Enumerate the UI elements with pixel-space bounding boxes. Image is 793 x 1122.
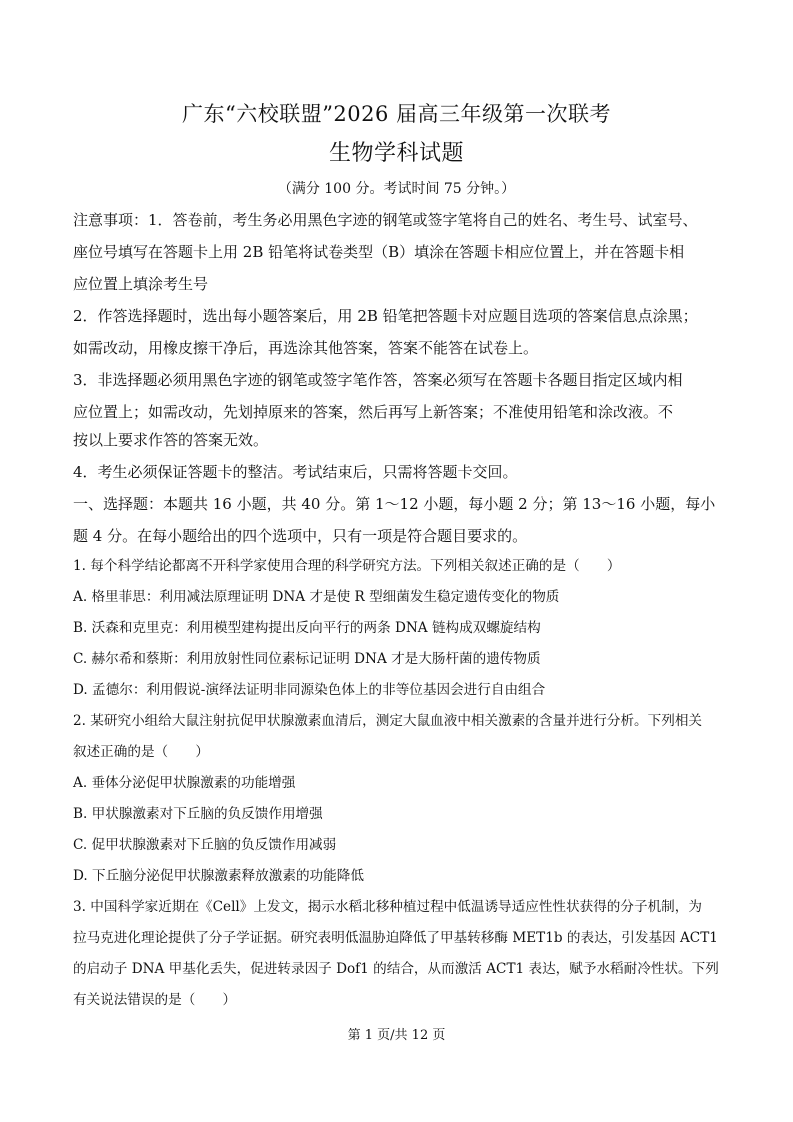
question-3-stem: 有关说法错误的是（ ） — [73, 992, 237, 1008]
question-1-option-b: B. 沃森和克里克：利用模型建构提出反向平行的两条 DNA 链构成双螺旋结构 — [73, 620, 541, 636]
note-line: 座位号填写在答题卡上用 2B 铅笔将试卷类型（B）填涂在答题卡相应位置上，并在答题卡相 — [73, 243, 685, 261]
note-line: 2．作答选择题时，选出每小题答案后，用 2B 铅笔把答题卡对应题目选项的答案信息点涂黑； — [73, 307, 698, 325]
question-1-option-d: D. 孟德尔：利用假说-演绎法证明非同源染色体上的非等位基因会进行自由组合 — [73, 682, 546, 698]
section-heading: 题 4 分。在每小题给出的四个选项中，只有一项是符合题目要求的。 — [73, 527, 528, 545]
exam-title: 广东“六校联盟”2026 届高三年级第一次联考 — [181, 102, 612, 126]
question-2-option-d: D. 下丘脑分泌促甲状腺激素释放激素的功能降低 — [73, 868, 364, 884]
question-3-stem: 3. 中国科学家近期在《Cell》上发文，揭示水稻北移种植过程中低温诱导适应性性状获得的分子机制，为 — [73, 899, 702, 915]
note-line: 3．非选择题必须用黑色字迹的钢笔或签字笔作答，答案必须写在答题卡各题目指定区域内相 — [73, 371, 683, 389]
note-line: 如需改动，用橡皮擦干净后，再选涂其他答案，答案不能答在试卷上。 — [73, 339, 539, 357]
question-2-option-b: B. 甲状腺激素对下丘脑的负反馈作用增强 — [73, 806, 323, 822]
question-3-stem: 的启动子 DNA 甲基化丢失，促进转录因子 Dof1 的结合，从而激活 ACT1 表达，赋予水稻耐冷性状。下列 — [73, 961, 719, 977]
question-2-option-c: C. 促甲状腺激素对下丘脑的负反馈作用减弱 — [73, 837, 337, 853]
question-1-stem: 1. 每个科学结论都离不开科学家使用合理的科学研究方法。下列相关叙述正确的是（ ） — [73, 558, 621, 574]
note-line: 4．考生必须保证答题卡的整洁。考试结束后，只需将答题卡交回。 — [73, 463, 518, 481]
question-2-option-a: A. 垂体分泌促甲状腺激素的功能增强 — [73, 775, 296, 791]
note-line: 注意事项：1．答卷前，考生务必用黑色字迹的钢笔或签字笔将自己的姓名、考生号、试室号、 — [73, 211, 698, 229]
page-number: 第 1 页/共 12 页 — [347, 1028, 446, 1043]
note-line: 应位置上填涂考生号 — [73, 275, 209, 293]
subject-title: 生物学科试题 — [328, 141, 464, 166]
question-1-option-a: A. 格里菲思：利用减法原理证明 DNA 才是使 R 型细菌发生稳定遗传变化的物质 — [73, 589, 560, 605]
note-line: 应位置上；如需改动，先划掉原来的答案，然后再写上新答案；不准使用铅笔和涂改液。不 — [73, 403, 674, 421]
question-1-option-c: C. 赫尔希和蔡斯：利用放射性同位素标记证明 DNA 才是大肠杆菌的遗传物质 — [73, 651, 541, 667]
question-3-stem: 拉马克进化理论提供了分子学证据。研究表明低温胁迫降低了甲基转移酶 MET1b 的表达，引发基因 ACT1 — [73, 930, 718, 946]
question-2-stem: 2. 某研究小组给大鼠注射抗促甲状腺激素血清后，测定大鼠血液中相关激素的含量并进行分析。下列相关 — [73, 713, 703, 729]
note-line: 按以上要求作答的答案无效。 — [73, 431, 269, 449]
question-2-stem: 叙述正确的是（ ） — [73, 744, 209, 760]
section-heading: 一、选择题：本题共 16 小题，共 40 分。第 1～12 小题，每小题 2 分；第 13～16 小题，每小 — [73, 495, 716, 513]
exam-meta: （满分 100 分。考试时间 75 分钟。） — [277, 181, 516, 197]
